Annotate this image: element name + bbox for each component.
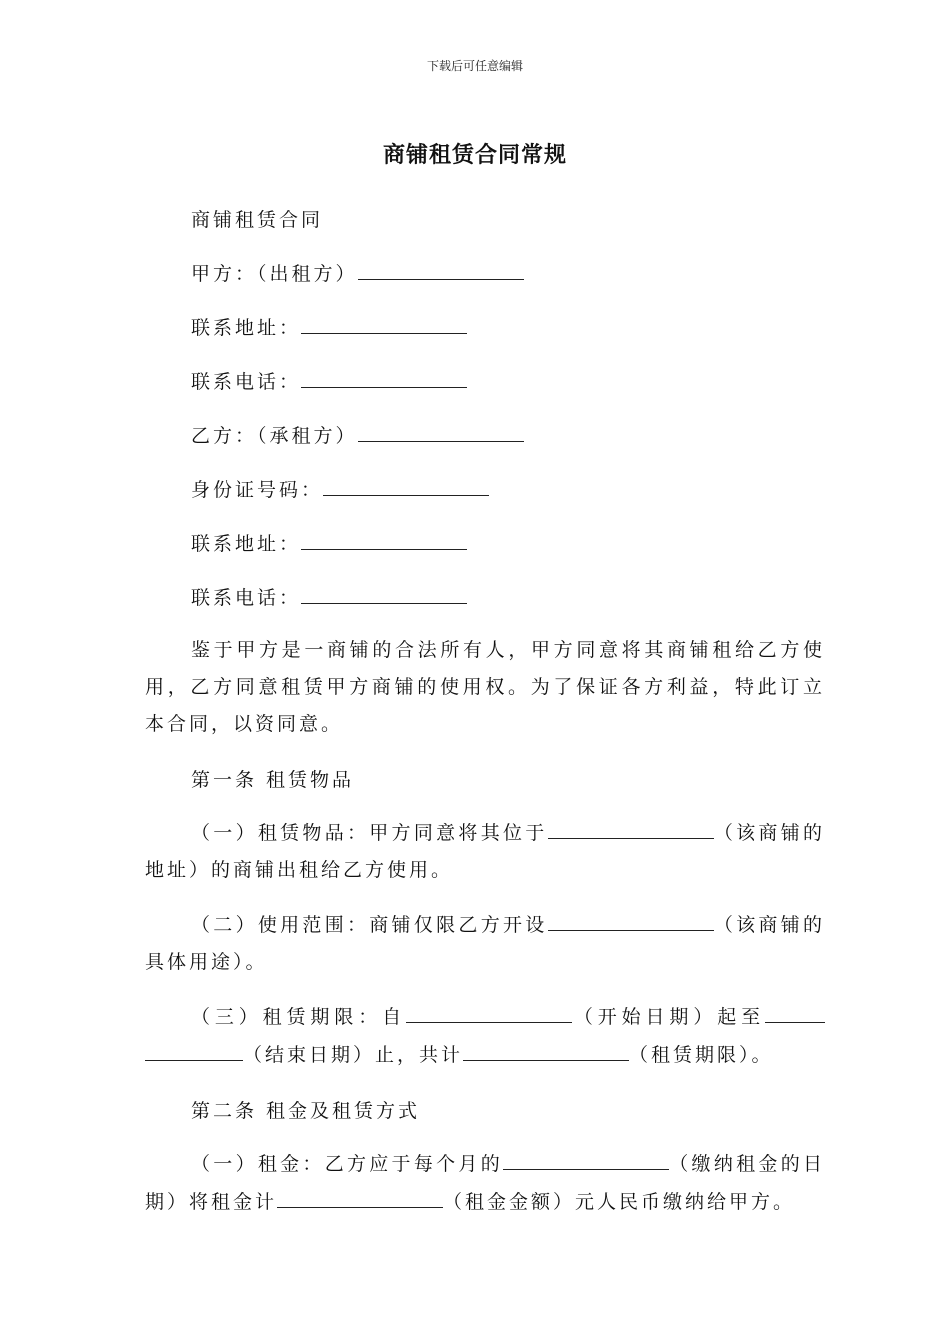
article-1-item-3 (145, 998, 825, 1074)
party-a-address-blank[interactable] (301, 309, 467, 334)
article-1-item-3-text-d: （租赁期限）。 (629, 1044, 774, 1066)
header-note: 下载后可任意编辑 (426, 59, 523, 73)
rent-amount-blank[interactable] (277, 1183, 443, 1208)
party-b-address-line (145, 524, 825, 578)
party-b-id-label: 身份证号码： (191, 479, 324, 501)
start-date-blank[interactable] (406, 998, 572, 1023)
shop-address-blank[interactable] (548, 814, 714, 839)
lease-term-blank[interactable] (463, 1036, 629, 1061)
article-2-item-1 (145, 1145, 825, 1221)
article-1-item-3-text-a: （三）租赁期限：自 (191, 1006, 406, 1028)
document-body (145, 200, 825, 1238)
party-b-id-line (145, 470, 825, 524)
party-b-line (145, 416, 825, 470)
article-2-item-1-text-a: （一）租金：乙方应于每个月的 (191, 1153, 503, 1175)
party-a-phone-blank[interactable] (301, 363, 467, 388)
party-b-address-blank[interactable] (301, 525, 467, 550)
article-1-item-1 (145, 814, 825, 889)
article-1-item-3-text-b: （开始日期）起至 (572, 1006, 765, 1028)
party-a-label: 甲方：（出租方） (191, 263, 358, 285)
article-1-item-1-text-a: （一）租赁物品：甲方同意将其位于 (191, 822, 548, 844)
party-b-phone-blank[interactable] (301, 579, 467, 604)
party-a-phone-label: 联系电话： (191, 371, 302, 393)
party-b-blank[interactable] (358, 417, 524, 442)
article-1-item-2-text-b: （该商铺的具体用途）。 (145, 914, 825, 973)
party-a-phone-line (145, 362, 825, 416)
article-2-heading: 第二条 租金及租赁方式 (191, 1100, 421, 1122)
preamble-paragraph: 鉴于甲方是一商铺的合法所有人，甲方同意将其商铺租给乙方使用，乙方同意租赁甲方商铺的使用权。为了保证各方利益，特此订立本合同，以资同意。 (145, 639, 825, 735)
party-a-blank[interactable] (358, 255, 524, 280)
party-b-label: 乙方：（承租方） (191, 425, 358, 447)
end-date-blank-part-1[interactable] (765, 998, 825, 1023)
shop-usage-blank[interactable] (548, 906, 714, 931)
document-title: 商铺租赁合同常规 (382, 143, 567, 168)
article-1-item-2-text-a: （二）使用范围：商铺仅限乙方开设 (191, 914, 548, 936)
contract-subtitle: 商铺租赁合同 (191, 209, 324, 231)
article-2-item-1-text-c: （租金金额）元人民币缴纳给甲方。 (443, 1191, 796, 1213)
article-1-heading: 第一条 租赁物品 (191, 769, 355, 791)
article-2-item-1-text-b: （缴纳租金的日期）将租金计 (145, 1153, 825, 1213)
party-b-id-blank[interactable] (323, 471, 489, 496)
party-a-address-label: 联系地址： (191, 317, 302, 339)
party-a-address-line (145, 308, 825, 362)
article-1-item-2 (145, 906, 825, 981)
article-1-item-1-text-b: （该商铺的地址）的商铺出租给乙方使用。 (145, 822, 825, 881)
article-1-item-3-text-c: （结束日期）止，共计 (243, 1044, 464, 1066)
party-b-phone-line (145, 578, 825, 632)
party-b-address-label: 联系地址： (191, 533, 302, 555)
party-a-line (145, 254, 825, 308)
end-date-blank-part-2[interactable] (145, 1036, 243, 1061)
payment-date-blank[interactable] (503, 1145, 669, 1170)
party-b-phone-label: 联系电话： (191, 587, 302, 609)
